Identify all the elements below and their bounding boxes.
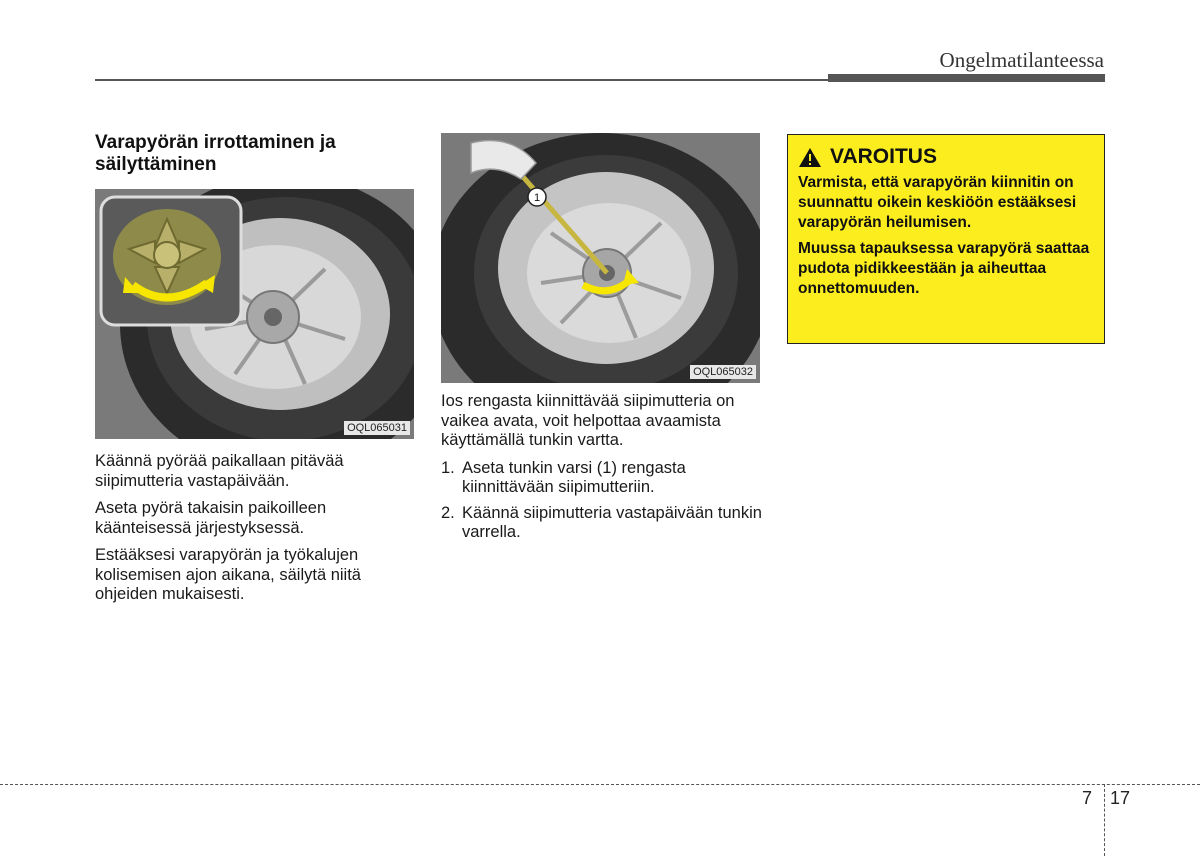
spare-tire-figure [95,189,414,439]
page-number: 17 [1110,788,1131,808]
figure-code: OQL065031 [344,421,410,435]
running-header-title: Ongelmatilanteessa [939,48,1104,72]
section-heading: Varapyörän irrottaminen ja säilyttäminen [95,132,336,175]
footer-divider [1104,784,1105,856]
header-rule-accent [828,74,1105,82]
step-text: Aseta tunkin varsi (1) rengasta kiinnittävään siipimutteriin. [462,458,686,496]
warning-triangle-icon [798,147,822,168]
warning-header [798,145,1092,169]
jack-handle-figure [441,133,760,383]
step-number: 2. [441,503,455,522]
warning-paragraph: Varmista, että varapyörän kiinnitin on suunnattu oikein keskiöön estääksesi varapyörän heilumisen. [798,174,1077,231]
middle-column-text [441,392,763,549]
step-text: Käännä siipimutteria vastapäivään tunkin varrella. [462,503,762,541]
paragraph: Käännä pyörää paikallaan pitävää siipimutteria vastapäivään. [95,452,344,490]
warning-title: VAROITUS [830,145,937,168]
step-number: 1. [441,458,455,477]
intro-paragraph: Ios rengasta kiinnittävää siipimutteria on vaikea avata, voit helpottaa avaamista käyttämällä tunkin vartta. [441,392,735,449]
paragraph: Aseta pyörä takaisin paikoilleen käänteisessä järjestyksessä. [95,499,327,537]
warning-paragraph: Muussa tapauksessa varapyörä saattaa pudota pidikkeestään ja aiheuttaa onnettomuuden. [798,240,1090,297]
footer-rule [0,784,1200,785]
figure-code: OQL065032 [690,365,756,379]
jack-handle-illustration [441,133,760,383]
callout-1-label: 1 [533,192,541,204]
warning-box [787,134,1105,344]
header-rule [95,79,828,81]
chapter-number: 7 [1082,788,1093,808]
left-column-text [95,452,417,613]
step-item [441,504,763,543]
paragraph: Estääksesi varapyörän ja työkalujen kolisemisen ajon aikana, säilytä niitä ohjeiden mukaisesti. [95,546,361,603]
spare-tire-illustration [95,189,414,439]
step-item [441,459,763,498]
